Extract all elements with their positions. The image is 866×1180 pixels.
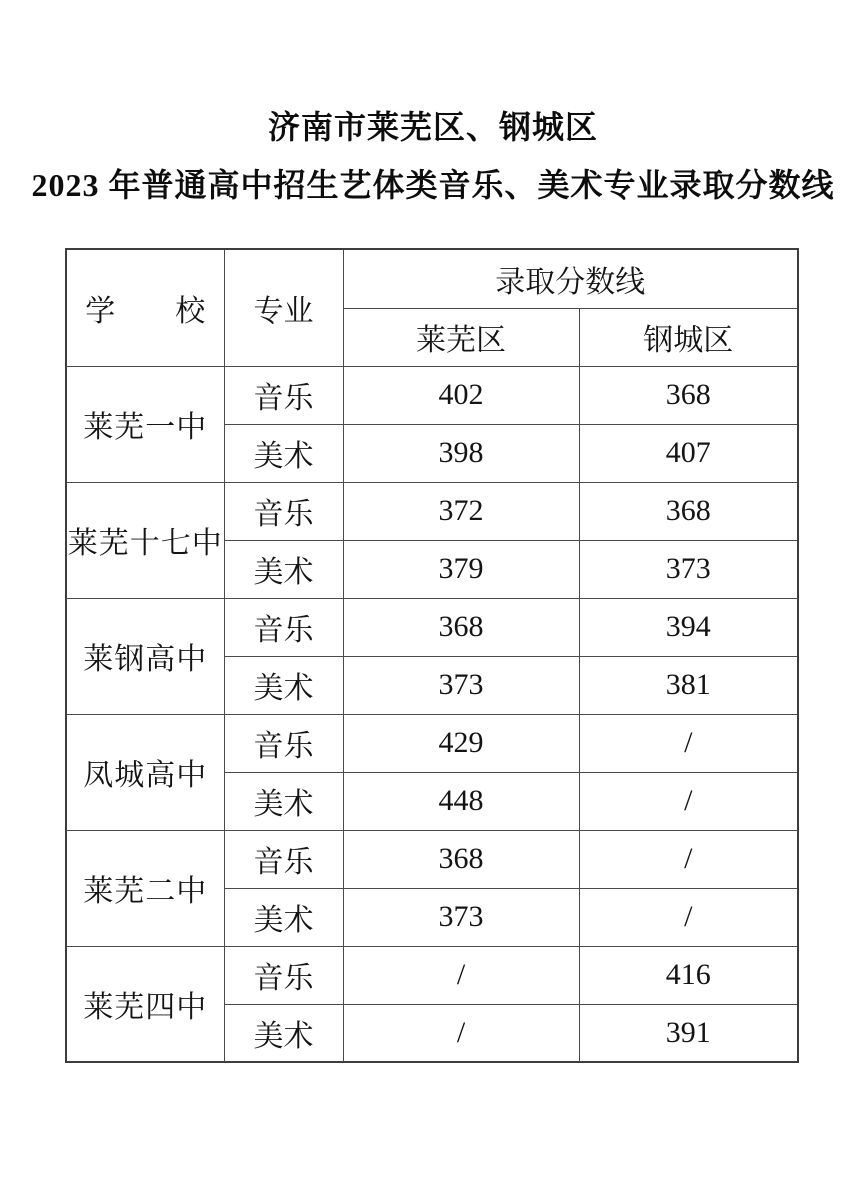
score-gangcheng-cell: / xyxy=(579,714,798,772)
school-name-cell: 莱芜一中 xyxy=(66,366,224,482)
score-laiwu-cell: / xyxy=(343,1004,579,1062)
table-row xyxy=(66,598,798,656)
score-gangcheng-cell: 368 xyxy=(579,482,798,540)
major-cell: 美术 xyxy=(224,1004,343,1062)
school-name-cell: 莱芜二中 xyxy=(66,830,224,946)
score-laiwu-cell: 373 xyxy=(343,888,579,946)
major-cell: 美术 xyxy=(224,656,343,714)
major-cell: 音乐 xyxy=(224,366,343,424)
score-gangcheng-cell: 391 xyxy=(579,1004,798,1062)
score-gangcheng-cell: 381 xyxy=(579,656,798,714)
score-laiwu-cell: 379 xyxy=(343,540,579,598)
score-laiwu-cell: 448 xyxy=(343,772,579,830)
school-name-cell: 莱芜十七中 xyxy=(66,482,224,598)
table-row xyxy=(66,946,798,1004)
major-cell: 美术 xyxy=(224,424,343,482)
major-cell: 美术 xyxy=(224,540,343,598)
school-name-cell: 莱钢高中 xyxy=(66,598,224,714)
table-row xyxy=(66,714,798,772)
score-laiwu-cell: 368 xyxy=(343,830,579,888)
score-gangcheng-cell: 416 xyxy=(579,946,798,1004)
document-title-line1: 济南市莱芜区、钢城区 xyxy=(267,109,598,145)
header-major: 专业 xyxy=(224,249,343,366)
major-cell: 音乐 xyxy=(224,598,343,656)
header-school: 学 校 xyxy=(66,249,224,366)
score-gangcheng-cell: 368 xyxy=(579,366,798,424)
score-laiwu-cell: 429 xyxy=(343,714,579,772)
score-laiwu-cell: 368 xyxy=(343,598,579,656)
score-gangcheng-cell: 394 xyxy=(579,598,798,656)
score-gangcheng-cell: 373 xyxy=(579,540,798,598)
score-gangcheng-cell: / xyxy=(579,772,798,830)
score-gangcheng-cell: 407 xyxy=(579,424,798,482)
admission-score-table xyxy=(65,248,799,1063)
score-gangcheng-cell: / xyxy=(579,830,798,888)
major-cell: 音乐 xyxy=(224,830,343,888)
major-cell: 音乐 xyxy=(224,482,343,540)
score-laiwu-cell: 372 xyxy=(343,482,579,540)
document-title-line2: 2023 年普通高中招生艺体类音乐、美术专业录取分数线 xyxy=(31,167,835,203)
table-header-row-1 xyxy=(66,249,798,308)
score-laiwu-cell: 373 xyxy=(343,656,579,714)
score-laiwu-cell: / xyxy=(343,946,579,1004)
table-row xyxy=(66,482,798,540)
table-row xyxy=(66,366,798,424)
header-district-laiwu: 莱芜区 xyxy=(343,308,579,366)
header-district-gangcheng: 钢城区 xyxy=(579,308,798,366)
major-cell: 美术 xyxy=(224,888,343,946)
score-gangcheng-cell: / xyxy=(579,888,798,946)
score-laiwu-cell: 402 xyxy=(343,366,579,424)
header-score-line: 录取分数线 xyxy=(343,249,798,308)
major-cell: 美术 xyxy=(224,772,343,830)
school-name-cell: 凤城高中 xyxy=(66,714,224,830)
table-row xyxy=(66,830,798,888)
score-laiwu-cell: 398 xyxy=(343,424,579,482)
major-cell: 音乐 xyxy=(224,714,343,772)
major-cell: 音乐 xyxy=(224,946,343,1004)
school-name-cell: 莱芜四中 xyxy=(66,946,224,1062)
